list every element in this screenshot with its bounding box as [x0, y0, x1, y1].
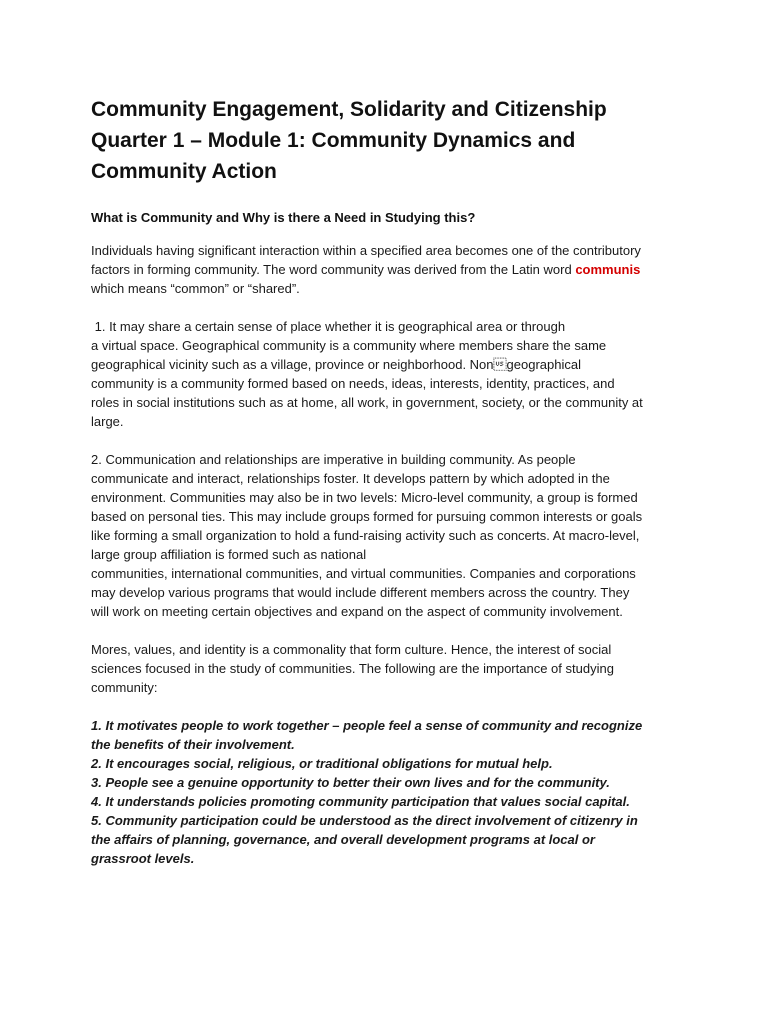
- paragraph-line: which means “common” or “shared”.: [91, 281, 300, 296]
- point-two-paragraph: [91, 450, 682, 621]
- intro-paragraph: [91, 241, 682, 298]
- paragraph-line: roles in social institutions such as at home, all work, in government, society, or the community at: [91, 395, 643, 410]
- paragraph-line: based on personal ties. This may include groups formed for pursuing common interests or goals: [91, 509, 643, 524]
- paragraph-line: community:: [91, 680, 158, 695]
- paragraph-line: geographical vicinity such as a village, province or neighborhood. Non geographical: [91, 357, 581, 372]
- list-item: grassroot levels.: [91, 851, 195, 866]
- paragraph-line: environment. Communities may also be in two levels: Micro-level community, a group is formed: [91, 490, 638, 505]
- paragraph-text: factors in forming community. The word community was derived from the Latin word: [91, 262, 576, 277]
- list-item: 4. It understands policies promoting community participation that values social capital.: [91, 794, 630, 809]
- paragraph-line: will work on meeting certain objectives and expand on the aspect of community involvement.: [91, 604, 623, 619]
- paragraph-line: communities, international communities, and virtual communities. Companies and corporations: [91, 566, 636, 581]
- paragraph-line: large group affiliation is formed such as national: [91, 547, 367, 562]
- paragraph-line: Individuals having significant interaction within a specified area becomes one of the contributory: [91, 243, 641, 258]
- mores-paragraph: [91, 640, 682, 697]
- paragraph-line: [91, 260, 682, 279]
- title-line: Community Engagement, Solidarity and Citizenship: [91, 98, 607, 121]
- paragraph-line: like forming a small organization to hold a fund-raising activity such as concerts. At macro-level,: [91, 528, 640, 543]
- list-item: the benefits of their involvement.: [91, 737, 295, 752]
- paragraph-line: large.: [91, 414, 124, 429]
- paragraph-line: may develop various programs that would include different members across the country. They: [91, 585, 630, 600]
- highlighted-term: communis: [575, 262, 641, 277]
- paragraph-line: 1. It may share a certain sense of place whether it is geographical area or through: [91, 319, 566, 334]
- paragraph-line: communicate and interact, relationships foster. It develops pattern by which adopted in the: [91, 471, 610, 486]
- paragraph-line: community is a community formed based on needs, ideas, interests, identity, practices, and: [91, 376, 615, 391]
- list-item: the affairs of planning, governance, and overall development programs at local or: [91, 832, 595, 847]
- paragraph-line: sciences focused in the study of communities. The following are the importance of studying: [91, 661, 614, 676]
- section-heading: What is Community and Why is there a Need in Studying this?: [91, 210, 476, 225]
- list-item: 2. It encourages social, religious, or traditional obligations for mutual help.: [91, 756, 553, 771]
- list-item: 5. Community participation could be understood as the direct involvement of citizenry in: [91, 813, 638, 828]
- paragraph-line: Mores, values, and identity is a commonality that form culture. Hence, the interest of social: [91, 642, 612, 657]
- list-item: 1. It motivates people to work together – people feel a sense of community and recognize: [91, 718, 643, 733]
- title-line: Quarter 1 – Module 1: Community Dynamics and: [91, 129, 576, 152]
- point-one-paragraph: [91, 317, 682, 431]
- paragraph-line: a virtual space. Geographical community is a community where members share the same: [91, 338, 607, 353]
- title-line: Community Action: [91, 160, 277, 183]
- paragraph-line: 2. Communication and relationships are imperative in building community. As people: [91, 452, 576, 467]
- page-title: [91, 94, 682, 187]
- list-item: 3. People see a genuine opportunity to better their own lives and for the community.: [91, 775, 610, 790]
- importance-list: [91, 716, 682, 868]
